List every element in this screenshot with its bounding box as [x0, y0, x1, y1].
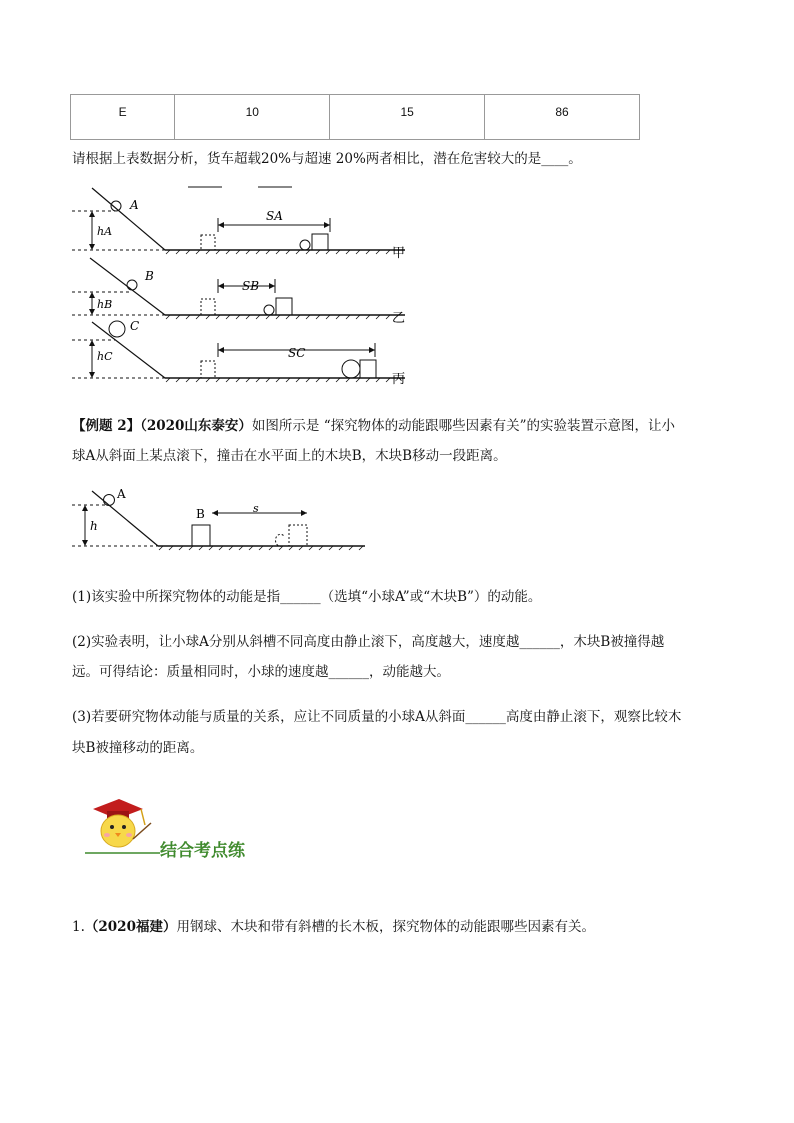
question-1: (1)该实验中所探究物体的动能是指______（选填“小球A”或“木块B”）的动能。 — [72, 589, 542, 605]
label-SC: SC — [288, 346, 306, 360]
label-hC: hC — [97, 350, 113, 363]
table-cell: 86 — [485, 95, 640, 140]
figure-incline-experiment — [70, 485, 370, 555]
label-hB: hB — [97, 298, 113, 311]
panel-yi — [72, 258, 405, 326]
exercise-1 — [72, 915, 595, 935]
table-cell: 10 — [175, 95, 330, 140]
label-jia: 甲 — [392, 246, 406, 261]
question-2-line1: (2)实验表明，让小球A分别从斜槽不同高度由静止滚下，高度越大，速度越______，木块B被撞得越 — [72, 634, 665, 650]
label-B: B — [145, 269, 154, 283]
example-source: （2020山东泰安） — [140, 418, 252, 434]
table-cell: E — [71, 95, 175, 140]
exercise-source: （2020福建） — [84, 919, 177, 935]
panel-jia — [72, 188, 405, 261]
exercise-number: 1. — [72, 919, 85, 935]
table-row — [71, 95, 640, 140]
label-B: B — [196, 507, 205, 521]
question-line: 请根据上表数据分析，货车超载20%与超速 20%两者相比，潜在危害较大的是____。 — [72, 151, 582, 167]
exercise-text: 用钢球、木块和带有斜槽的长木板，探究物体的动能跟哪些因素有关。 — [176, 919, 595, 935]
question-3-line2: 块B被撞移动的距离。 — [72, 740, 204, 756]
section-title: 结合考点练 — [160, 841, 245, 861]
example-text: 如图所示是 “探究物体的动能跟哪些因素有关”的实验装置示意图，让小 — [251, 418, 676, 434]
label-C: C — [130, 319, 140, 333]
panel-bing — [72, 319, 405, 385]
question-3-line1: (3)若要研究物体动能与质量的关系，应让不同质量的小球A从斜面______高度由静止滚下，观察比较木 — [72, 709, 682, 725]
label-hA: hA — [97, 225, 113, 238]
label-SB: SB — [242, 279, 260, 293]
figure-three-inclines — [70, 180, 420, 385]
label-h: h — [90, 519, 98, 533]
label-yi: 乙 — [392, 311, 406, 326]
data-table — [70, 94, 640, 140]
question-2-line2: 远。可得结论：质量相同时，小球的速度越______，动能越大。 — [72, 664, 450, 680]
example2-line2: 球A从斜面上某点滚下，撞击在水平面上的木块B，木块B移动一段距离。 — [72, 448, 507, 464]
example-tag: 【例题 2】 — [72, 418, 141, 434]
label-bing: 丙 — [392, 372, 406, 385]
label-A: A — [117, 487, 126, 501]
chick-graduate-icon — [85, 795, 165, 857]
label-SA: SA — [266, 209, 283, 223]
example2-line1 — [72, 414, 675, 434]
table-cell: 15 — [330, 95, 485, 140]
label-s: s — [253, 502, 259, 515]
label-A: A — [130, 198, 139, 212]
